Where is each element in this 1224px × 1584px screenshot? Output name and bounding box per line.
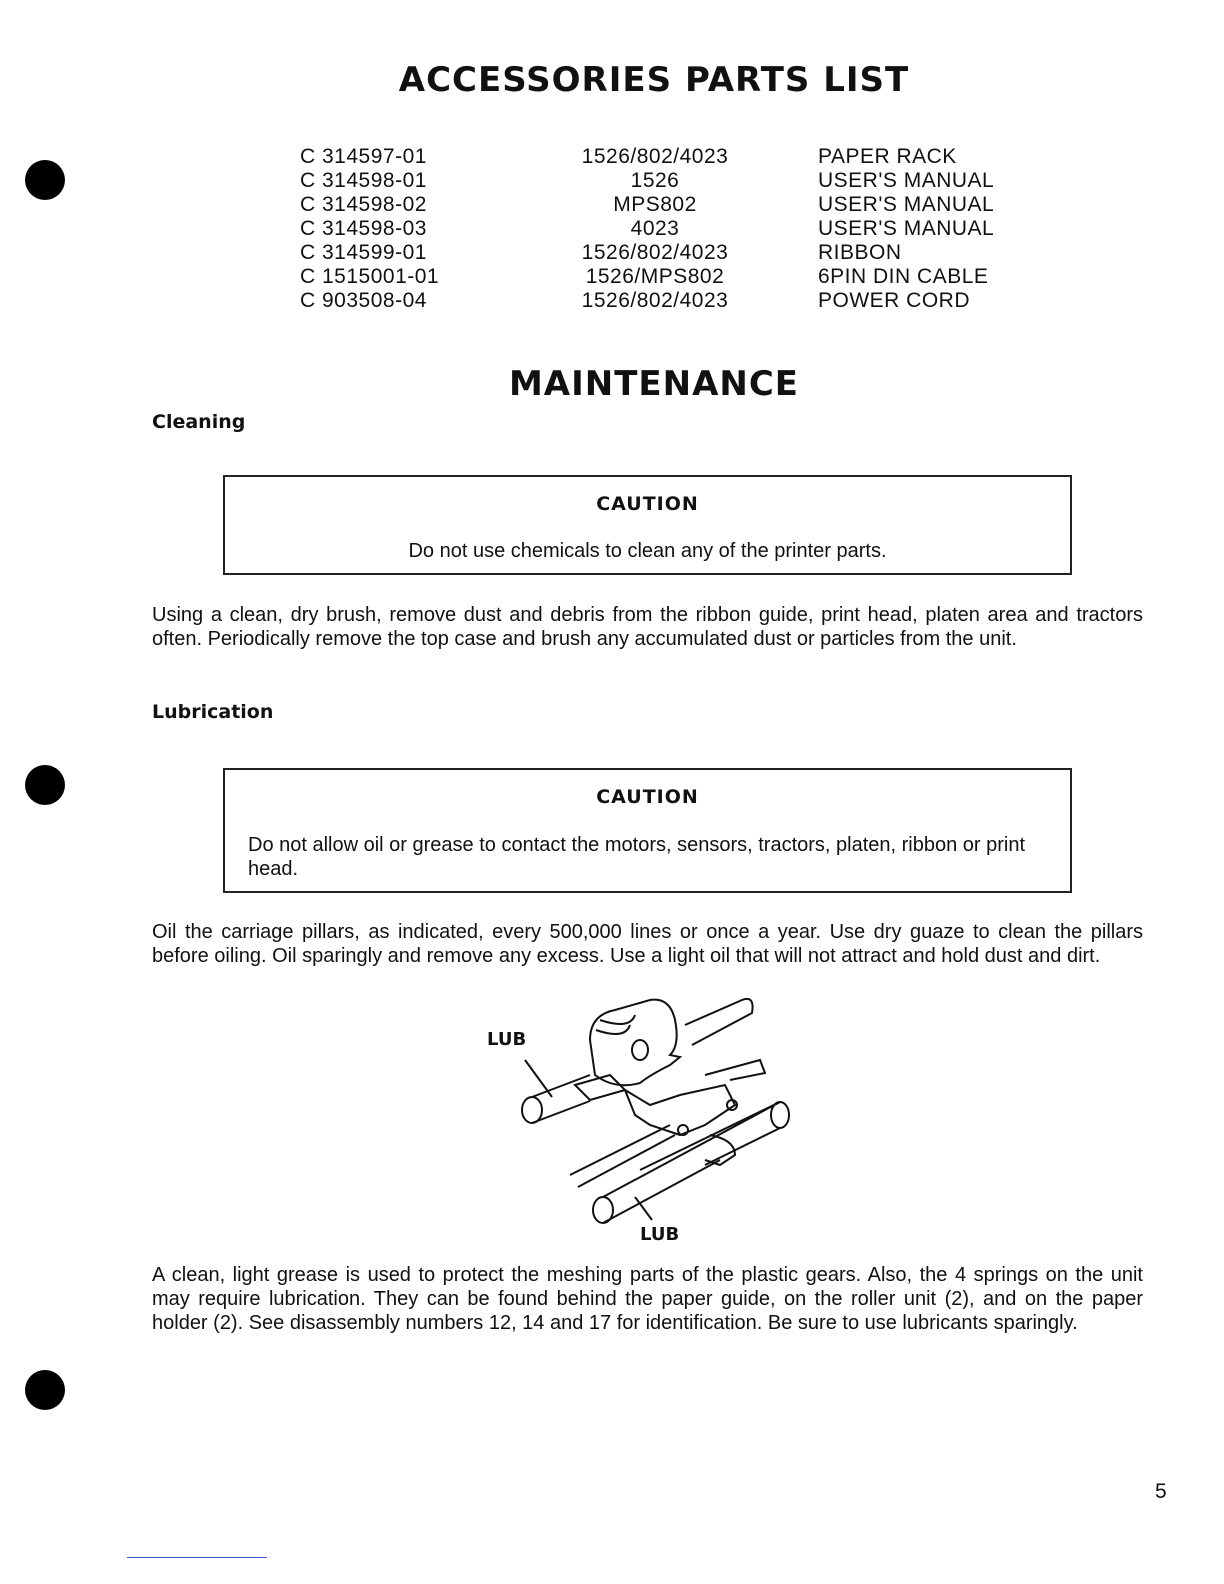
model: 1526/MPS802 — [585, 265, 725, 288]
parts-row — [0, 265, 1224, 289]
part-number: C 903508-04 — [300, 289, 427, 312]
lubrication-heading: Lubrication — [152, 701, 274, 723]
accessories-title: ACCESSORIES PARTS LIST — [398, 60, 910, 100]
part-number: C 314598-02 — [300, 193, 427, 216]
description: USER'S MANUAL — [818, 217, 995, 240]
parts-row — [0, 145, 1224, 169]
lubrication-body: Oil the carriage pillars, as indicated, every 500,000 lines or once a year. Use dry guaze to clean the pillars before oiling. Oil sparingly and remove any excess. Use a light oil that will not attract and hold dust and dirt. — [152, 921, 1143, 967]
caution-title: CAUTION — [596, 786, 699, 808]
description: USER'S MANUAL — [818, 193, 995, 216]
cleaning-body: Using a clean, dry brush, remove dust and debris from the ribbon guide, print head, platen area and tractors often. Periodically remove the top case and brush any accumulated dust or particles from the unit. — [152, 604, 1143, 650]
parts-row — [0, 169, 1224, 193]
parts-row — [0, 241, 1224, 265]
part-number: C 314599-01 — [300, 241, 427, 264]
caution-box-lubrication — [223, 768, 1072, 893]
caution-title: CAUTION — [596, 493, 699, 515]
description: USER'S MANUAL — [818, 169, 995, 192]
caution-text: Do not allow oil or grease to contact the motors, sensors, tractors, platen, ribbon or print head. — [248, 834, 1026, 880]
page-number: 5 — [1155, 1480, 1167, 1503]
lub-label: LUB — [640, 1224, 680, 1245]
model: 1526 — [630, 169, 680, 192]
binder-hole — [25, 765, 65, 805]
part-number: C 314597-01 — [300, 145, 427, 168]
part-number: C 1515001-01 — [300, 265, 440, 288]
model: 4023 — [630, 217, 680, 240]
model: 1526/802/4023 — [581, 241, 729, 264]
divider — [127, 1557, 267, 1558]
model: 1526/802/4023 — [581, 145, 729, 168]
model: MPS802 — [613, 193, 697, 216]
grease-body: A clean, light grease is used to protect the meshing parts of the plastic gears. Also, the 4 springs on the unit may require lubrication. They can be found behind the paper guide, on the roller unit (2), and on the paper holder (2). See disassembly numbers 12, 14 and 17 for identification. Be sure to use lubricants sparingly. — [152, 1264, 1143, 1334]
description: 6PIN DIN CABLE — [818, 265, 989, 288]
caution-text: Do not use chemicals to clean any of the printer parts. — [408, 540, 887, 562]
description: POWER CORD — [818, 289, 970, 312]
caution-box-cleaning — [223, 475, 1072, 575]
parts-row — [0, 217, 1224, 241]
part-number: C 314598-03 — [300, 217, 427, 240]
binder-hole — [25, 1370, 65, 1410]
lub-label: LUB — [487, 1029, 527, 1050]
carriage-pillars-diagram — [480, 975, 800, 1225]
part-number: C 314598-01 — [300, 169, 427, 192]
description: RIBBON — [818, 241, 902, 264]
maintenance-title: MAINTENANCE — [508, 364, 800, 404]
model: 1526/802/4023 — [581, 289, 729, 312]
parts-row — [0, 193, 1224, 217]
description: PAPER RACK — [818, 145, 957, 168]
parts-row — [0, 289, 1224, 313]
cleaning-heading: Cleaning — [152, 411, 246, 433]
